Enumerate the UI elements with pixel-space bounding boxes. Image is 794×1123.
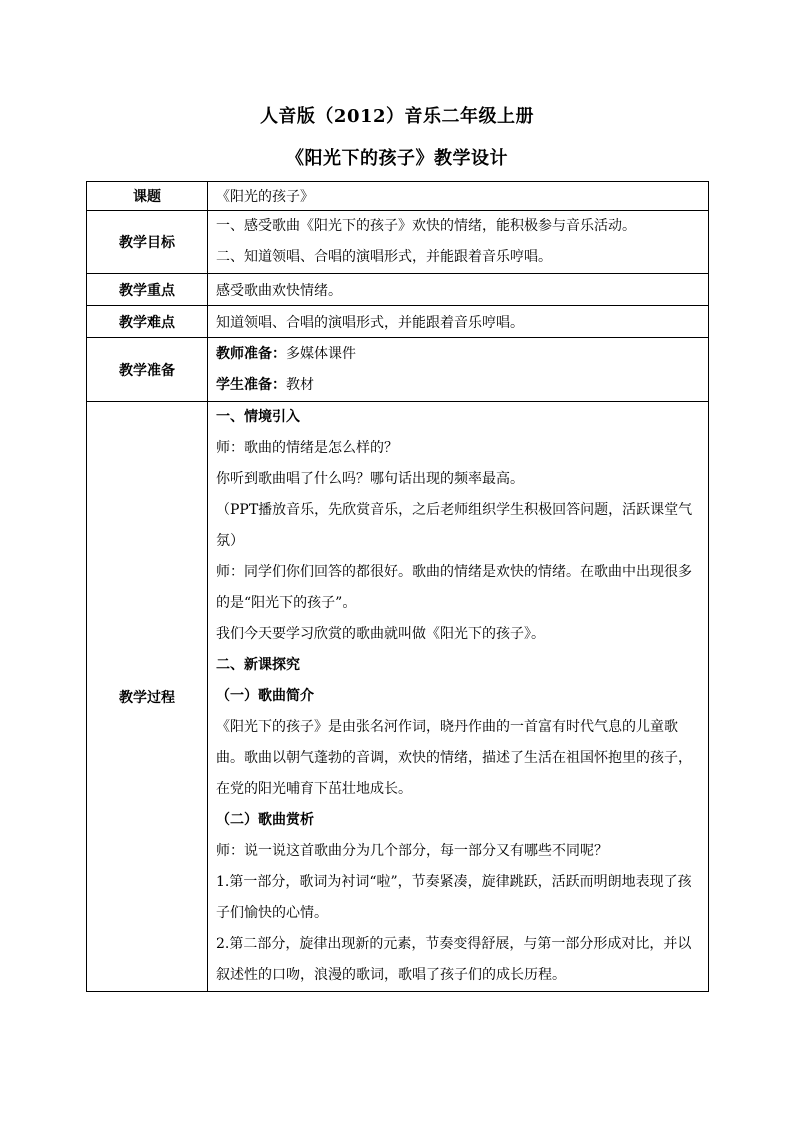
student-preparation-label: 学生准备： bbox=[216, 376, 286, 393]
preparation-label: 教学准备 bbox=[87, 338, 208, 402]
table-row-process bbox=[87, 402, 709, 992]
difficulty-label: 教学难点 bbox=[87, 306, 208, 338]
key-point-value: 感受歌曲欢快情绪。 bbox=[208, 274, 709, 306]
table-row-key-point bbox=[87, 274, 709, 306]
table-row-preparation bbox=[87, 338, 709, 402]
process-content bbox=[208, 402, 709, 992]
process-paragraph: 师：歌曲的情绪是怎么样的？ bbox=[216, 440, 398, 456]
goals-content bbox=[208, 211, 709, 274]
table-row-topic bbox=[87, 182, 709, 211]
key-point-label: 教学重点 bbox=[87, 274, 208, 306]
process-paragraph: （PPT播放音乐，先欣赏音乐，之后老师组织学生积极回答问题，活跃课堂气氛） bbox=[216, 502, 693, 549]
process-paragraph: 师：说一说这首歌曲分为几个部分，每一部分又有哪些不同呢？ bbox=[216, 843, 608, 859]
goals-label: 教学目标 bbox=[87, 211, 208, 274]
student-preparation bbox=[216, 370, 700, 401]
table-row-goals bbox=[87, 211, 709, 274]
document-subtitle: 《阳光下的孩子》教学设计 bbox=[286, 148, 508, 169]
process-label: 教学过程 bbox=[87, 402, 208, 992]
process-paragraph: 师：同学们你们回答的都很好。歌曲的情绪是欢快的情绪。在歌曲中出现很多的是“阳光下的孩子”。 bbox=[216, 564, 692, 611]
goal-item-1: 一、感受歌曲《阳光下的孩子》欢快的情绪，能积极参与音乐活动。 bbox=[216, 218, 636, 234]
teacher-preparation bbox=[216, 339, 700, 370]
topic-value: 《阳光的孩子》 bbox=[208, 182, 709, 211]
lesson-plan-table bbox=[86, 181, 709, 992]
process-paragraph: 《阳光下的孩子》是由张名河作词，晓丹作曲的一首富有时代气息的儿童歌曲。歌曲以朝气蓬勃的音调，欢快的情绪，描述了生活在祖国怀抱里的孩子，在党的阳光哺育下茁壮地成长。 bbox=[216, 719, 692, 797]
section-heading-intro: 一、情境引入 bbox=[216, 409, 300, 425]
preparation-content bbox=[208, 338, 709, 402]
section-heading-new-lesson: 二、新课探究 bbox=[216, 657, 300, 673]
topic-label: 课题 bbox=[87, 182, 208, 211]
student-preparation-value: 教材 bbox=[286, 376, 314, 393]
subsection-heading-song-analysis: （二）歌曲赏析 bbox=[216, 812, 314, 828]
process-paragraph: 我们今天要学习欣赏的歌曲就叫做《阳光下的孩子》。 bbox=[216, 626, 545, 642]
teacher-preparation-label: 教师准备： bbox=[216, 345, 286, 362]
difficulty-value: 知道领唱、合唱的演唱形式，并能跟着音乐哼唱。 bbox=[208, 306, 709, 338]
table-row-difficulty bbox=[87, 306, 709, 338]
goal-item-2: 二、知道领唱、合唱的演唱形式，并能跟着音乐哼唱。 bbox=[216, 249, 552, 265]
teacher-preparation-value: 多媒体课件 bbox=[286, 345, 356, 362]
subsection-heading-song-intro: （一）歌曲简介 bbox=[216, 688, 314, 704]
process-paragraph: 1.第一部分，歌词为衬词“啦”，节奏紧凑，旋律跳跃，活跃而明朗地表现了孩子们愉快的心情。 bbox=[216, 874, 692, 921]
document-title: 人音版（2012）音乐二年级上册 bbox=[259, 106, 535, 127]
process-paragraph: 你听到歌曲唱了什么吗？哪句话出现的频率最高。 bbox=[216, 471, 524, 487]
process-paragraph: 2.第二部分，旋律出现新的元素，节奏变得舒展，与第一部分形成对比，并以叙述性的口吻，浪漫的歌词，歌唱了孩子们的成长历程。 bbox=[216, 936, 692, 983]
